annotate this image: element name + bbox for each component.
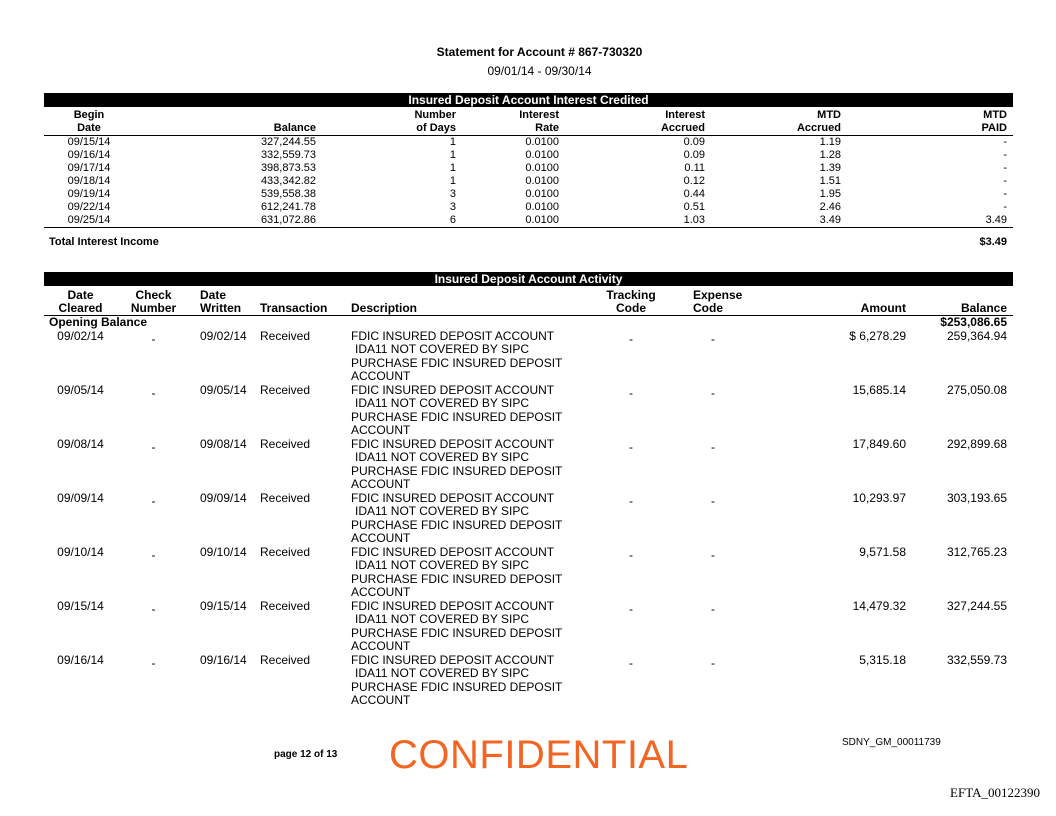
description-line: PURCHASE FDIC INSURED DEPOSIT <box>351 409 563 424</box>
cell-accrued: 0.51 <box>683 201 705 213</box>
cell-balance: 539,558.38 <box>260 188 316 200</box>
description-line: ACCOUNT <box>351 585 411 599</box>
cell-date-cleared: 09/15/14 <box>57 598 104 613</box>
cell-rate: 0.0100 <box>525 149 559 161</box>
cell-mtd-paid: - <box>1003 149 1007 161</box>
description-line: ACCOUNT <box>351 531 411 545</box>
cell-transaction: Received <box>260 652 311 667</box>
cell-date-written: 09/10/14 <box>200 544 247 559</box>
cell-rate: 0.0100 <box>525 188 559 200</box>
cell-amount: $ 6,278.29 <box>849 328 906 343</box>
cell-date-written: 09/09/14 <box>200 490 247 505</box>
cell-amount: 9,571.58 <box>859 544 906 559</box>
description-line: IDA11 NOT COVERED BY SIPC <box>355 504 530 518</box>
statement-period: 09/01/14 - 09/30/14 <box>487 64 592 78</box>
cell-days: 1 <box>449 175 456 187</box>
col-mtd-accrued-2: Accrued <box>705 122 841 136</box>
cell-days: 6 <box>449 214 456 226</box>
col-transaction-2: Transaction <box>260 302 351 316</box>
cell-mtd-accrued: 3.49 <box>819 214 841 226</box>
cell-accrued: 0.12 <box>683 175 705 187</box>
cell-expense-code: - <box>711 385 715 400</box>
col-balance-2: Balance <box>134 122 316 136</box>
cell-balance: 332,559.73 <box>260 149 316 161</box>
cell-date-cleared: 09/08/14 <box>57 436 104 451</box>
cell-balance: 259,364.94 <box>946 328 1007 343</box>
description-line: ACCOUNT <box>351 369 411 383</box>
description-line: ACCOUNT <box>351 423 411 437</box>
col-date-written-2: Written <box>190 302 260 316</box>
description-line: FDIC INSURED DEPOSIT ACCOUNT <box>351 490 555 505</box>
total-interest-label: Total Interest Income <box>49 236 159 248</box>
col-begin-date-1: Begin <box>73 109 105 121</box>
cell-tracking-code: - <box>629 493 633 508</box>
col-days-1: Number <box>414 109 456 121</box>
description-line: IDA11 NOT COVERED BY SIPC <box>355 558 530 572</box>
cell-amount: 14,479.32 <box>852 598 906 613</box>
cell-rate: 0.0100 <box>525 136 559 148</box>
description-line: FDIC INSURED DEPOSIT ACCOUNT <box>351 328 555 343</box>
col-balance-2: Balance <box>906 302 1013 316</box>
cell-mtd-paid: - <box>1003 175 1007 187</box>
col-balance-1 <box>134 109 316 122</box>
description-line: PURCHASE FDIC INSURED DEPOSIT <box>351 679 563 694</box>
cell-check-number: - <box>151 331 156 346</box>
table-row <box>44 214 1013 228</box>
cell-transaction: Received <box>260 328 311 343</box>
cell-balance: 631,072.86 <box>260 214 316 226</box>
table-row <box>44 654 1013 708</box>
description-line: FDIC INSURED DEPOSIT ACCOUNT <box>351 436 555 451</box>
cell-description <box>351 330 581 384</box>
cell-date-cleared: 09/09/14 <box>57 490 104 505</box>
page-number: page 12 of 13 <box>274 749 338 760</box>
cell-rate: 0.0100 <box>525 214 559 226</box>
description-line: FDIC INSURED DEPOSIT ACCOUNT <box>351 382 555 397</box>
cell-date-written: 09/08/14 <box>200 436 247 451</box>
cell-tracking-code: - <box>629 439 633 454</box>
statement-title: Statement for Account # 867-730320 <box>436 45 643 59</box>
cell-date-written: 09/15/14 <box>200 598 247 613</box>
cell-accrued: 1.03 <box>683 214 705 226</box>
description-line: PURCHASE FDIC INSURED DEPOSIT <box>351 571 563 586</box>
cell-days: 1 <box>449 136 456 148</box>
opening-balance-amount: $253,086.65 <box>940 315 1007 329</box>
cell-expense-code: - <box>711 547 715 562</box>
col-begin-date-2: Date <box>44 122 134 136</box>
cell-mtd-paid: - <box>1003 136 1007 148</box>
cell-date-cleared: 09/10/14 <box>57 544 104 559</box>
cell-balance: 433,342.82 <box>260 175 316 187</box>
cell-date-cleared: 09/16/14 <box>57 652 104 667</box>
cell-balance: 327,244.55 <box>946 598 1007 613</box>
description-line: FDIC INSURED DEPOSIT ACCOUNT <box>351 544 555 559</box>
table-row <box>44 188 1013 201</box>
description-line: IDA11 NOT COVERED BY SIPC <box>355 342 530 356</box>
cell-description <box>351 654 581 708</box>
col-mtd-paid-1: MTD <box>983 109 1007 121</box>
col-accrued-2: Accrued <box>559 122 705 136</box>
cell-transaction: Received <box>260 598 311 613</box>
col-check-number-2: Number <box>117 302 190 316</box>
cell-mtd-accrued: 1.95 <box>819 188 841 200</box>
cell-date: 09/17/14 <box>67 162 111 174</box>
cell-mtd-accrued: 1.51 <box>819 175 841 187</box>
cell-expense-code: - <box>711 331 715 346</box>
cell-mtd-accrued: 2.46 <box>819 201 841 213</box>
cell-accrued: 0.09 <box>683 149 705 161</box>
cell-date: 09/15/14 <box>67 136 111 148</box>
col-tracking-code-2: Code <box>581 302 681 316</box>
description-line: ACCOUNT <box>351 477 411 491</box>
cell-mtd-accrued: 1.28 <box>819 149 841 161</box>
cell-check-number: - <box>151 547 156 562</box>
table-row <box>44 136 1013 150</box>
description-line: IDA11 NOT COVERED BY SIPC <box>355 612 530 626</box>
cell-balance: 292,899.68 <box>946 436 1007 451</box>
table-row <box>44 384 1013 438</box>
table-row <box>44 600 1013 654</box>
col-tracking-code-1: Tracking <box>606 288 656 302</box>
table-row <box>44 175 1013 188</box>
cell-transaction: Received <box>260 490 311 505</box>
cell-mtd-paid: 3.49 <box>985 214 1007 226</box>
cell-date: 09/18/14 <box>67 175 111 187</box>
cell-amount: 17,849.60 <box>852 436 906 451</box>
col-expense-code-2: Code <box>681 302 781 316</box>
col-check-number-1: Check <box>135 288 172 302</box>
cell-tracking-code: - <box>629 655 633 670</box>
cell-accrued: 0.44 <box>683 188 705 200</box>
cell-date-cleared: 09/02/14 <box>57 328 104 343</box>
description-line: FDIC INSURED DEPOSIT ACCOUNT <box>351 598 555 613</box>
interest-section-title: Insured Deposit Account Interest Credited <box>44 93 1013 107</box>
col-expense-code-1: Expense <box>693 288 743 302</box>
table-row <box>44 201 1013 214</box>
table-row <box>44 330 1013 384</box>
table-row <box>44 162 1013 175</box>
cell-days: 1 <box>449 149 456 161</box>
cell-description <box>351 546 581 600</box>
cell-expense-code: - <box>711 439 715 454</box>
cell-tracking-code: - <box>629 385 633 400</box>
interest-table <box>44 109 1013 228</box>
cell-amount: 15,685.14 <box>852 382 906 397</box>
cell-rate: 0.0100 <box>525 175 559 187</box>
description-line: PURCHASE FDIC INSURED DEPOSIT <box>351 517 563 532</box>
description-line: PURCHASE FDIC INSURED DEPOSIT <box>351 355 563 370</box>
opening-balance-label: Opening Balance <box>49 315 148 329</box>
col-rate-1: Interest <box>519 109 559 121</box>
confidential-stamp: CONFIDENTIAL <box>389 733 689 777</box>
cell-date: 09/16/14 <box>67 149 111 161</box>
cell-mtd-accrued: 1.39 <box>819 162 841 174</box>
cell-days: 3 <box>449 201 456 213</box>
cell-expense-code: - <box>711 493 715 508</box>
cell-mtd-accrued: 1.19 <box>819 136 841 148</box>
table-row <box>44 492 1013 546</box>
col-date-cleared-1: Date <box>67 288 94 302</box>
cell-transaction: Received <box>260 382 311 397</box>
cell-days: 1 <box>449 162 456 174</box>
cell-amount: 5,315.18 <box>859 652 906 667</box>
cell-accrued: 0.11 <box>684 162 705 174</box>
activity-section-title: Insured Deposit Account Activity <box>44 272 1013 286</box>
col-rate-2: Rate <box>456 122 559 136</box>
cell-check-number: - <box>151 439 156 454</box>
description-line: IDA11 NOT COVERED BY SIPC <box>355 396 530 410</box>
col-date-written-1: Date <box>200 288 227 302</box>
cell-date-written: 09/05/14 <box>200 382 247 397</box>
cell-description <box>351 438 581 492</box>
cell-tracking-code: - <box>629 547 633 562</box>
cell-expense-code: - <box>711 655 715 670</box>
opening-balance-row <box>44 316 1013 330</box>
cell-tracking-code: - <box>629 601 633 616</box>
cell-mtd-paid: - <box>1003 201 1007 213</box>
col-days-2: of Days <box>316 122 456 136</box>
cell-check-number: - <box>151 493 156 508</box>
description-line: ACCOUNT <box>351 693 411 707</box>
cell-check-number: - <box>151 385 156 400</box>
cell-transaction: Received <box>260 436 311 451</box>
cell-balance: 327,244.55 <box>260 136 316 148</box>
description-line: IDA11 NOT COVERED BY SIPC <box>355 666 530 680</box>
col-description-2: Description <box>351 302 581 316</box>
cell-date: 09/19/14 <box>67 188 111 200</box>
description-line: FDIC INSURED DEPOSIT ACCOUNT <box>351 652 555 667</box>
col-mtd-paid-2: PAID <box>841 122 1013 136</box>
cell-transaction: Received <box>260 544 311 559</box>
cell-rate: 0.0100 <box>525 201 559 213</box>
cell-date: 09/25/14 <box>67 214 111 226</box>
cell-description <box>351 600 581 654</box>
cell-balance: 312,765.23 <box>946 544 1007 559</box>
table-row <box>44 546 1013 600</box>
cell-rate: 0.0100 <box>525 162 559 174</box>
cell-date-cleared: 09/05/14 <box>57 382 104 397</box>
cell-amount: 10,293.97 <box>852 490 906 505</box>
cell-balance: 398,873.53 <box>260 162 316 174</box>
cell-check-number: - <box>151 601 156 616</box>
activity-table <box>44 289 1013 708</box>
cell-balance: 332,559.73 <box>946 652 1007 667</box>
cell-days: 3 <box>449 188 456 200</box>
cell-description <box>351 492 581 546</box>
cell-mtd-paid: - <box>1003 162 1007 174</box>
cell-date-written: 09/02/14 <box>200 328 247 343</box>
cell-date: 09/22/14 <box>67 201 111 213</box>
description-line: PURCHASE FDIC INSURED DEPOSIT <box>351 463 563 478</box>
description-line: PURCHASE FDIC INSURED DEPOSIT <box>351 625 563 640</box>
description-line: IDA11 NOT COVERED BY SIPC <box>355 450 530 464</box>
cell-tracking-code: - <box>629 331 633 346</box>
col-date-cleared-2: Cleared <box>44 302 117 316</box>
cell-date-written: 09/16/14 <box>200 652 247 667</box>
efta-number: EFTA_00122390 <box>950 785 1040 800</box>
cell-balance: 612,241.78 <box>260 201 316 213</box>
col-amount-2: Amount <box>781 302 906 316</box>
cell-balance: 275,050.08 <box>946 382 1007 397</box>
cell-mtd-paid: - <box>1003 188 1007 200</box>
cell-expense-code: - <box>711 601 715 616</box>
bates-number: SDNY_GM_00011739 <box>842 737 941 748</box>
total-interest-amount: $3.49 <box>979 236 1007 248</box>
cell-description <box>351 384 581 438</box>
table-row <box>44 438 1013 492</box>
cell-accrued: 0.09 <box>683 136 705 148</box>
col-mtd-accrued-1: MTD <box>817 109 841 121</box>
col-accrued-1: Interest <box>665 109 705 121</box>
description-line: ACCOUNT <box>351 639 411 653</box>
table-row <box>44 149 1013 162</box>
cell-check-number: - <box>151 655 156 670</box>
cell-balance: 303,193.65 <box>946 490 1007 505</box>
